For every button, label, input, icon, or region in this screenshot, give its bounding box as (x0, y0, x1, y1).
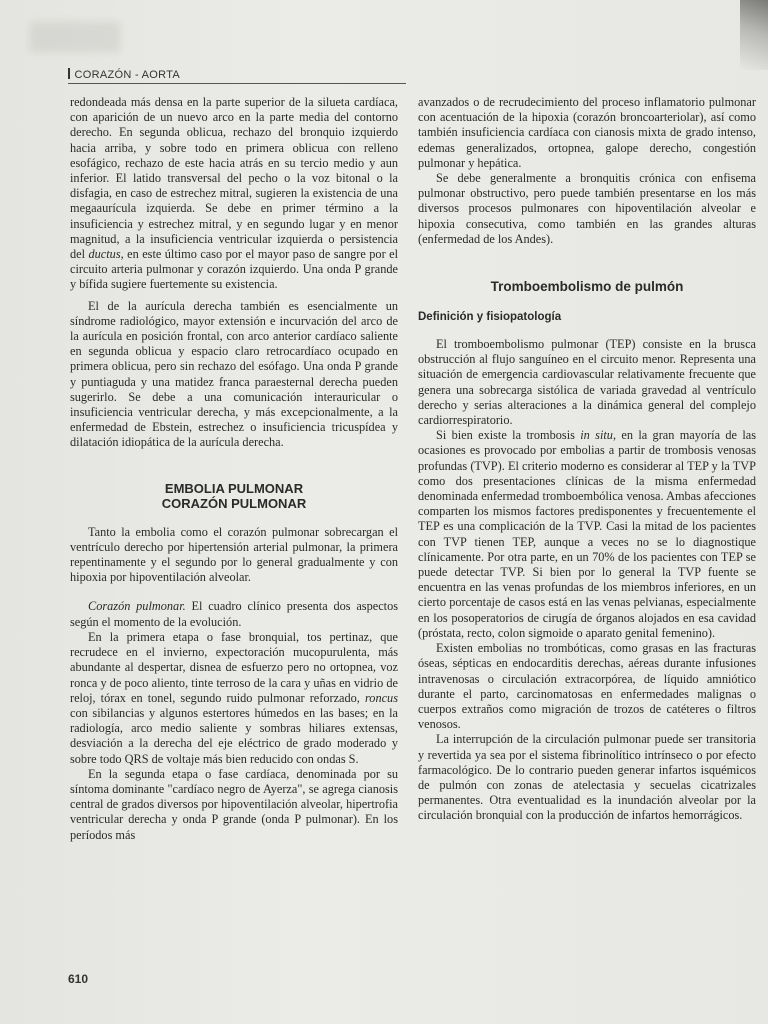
text-run: , en la gran mayoría de las ocasiones es provocado por embolias a partir de trombosis venosas profundas (TVP). El criterio moderno es considerar al TEP y la TVP como dos presentaciones clínicas de la misma enfermedad denominada enfermedad tromboembólica venosa. Ambas afecciones comparten los mismos factores predisponentes y frecuentemente el TEP es una complicación de la TVP. Casi la mitad de los pacientes con TVP tienen TEP, aunque a veces no se lo diagnostique clínicamente. Por otra parte, en un 70% de los pacientes con TEP se puede detectar TVP. Si bien por lo general la TVP fuente se encuentra en las venas profundas de los miembros inferiores, en un cierto porcentaje de casos está en las venas pelvianas, especialmente en los posoperatorios de cirugía de órganos alojados en esa cavidad (próstata, recto, colon sigmoide o aparato genital femenino). (418, 428, 756, 640)
left-column (70, 95, 398, 843)
right-paragraph-1: avanzados o de recrudecimiento del proceso inflamatorio pulmonar con acentuación de la hipoxia (corazón broncoarteriolar), así como también insuficiencia cardíaca con cianosis mixta de grado intenso, edemas generalizados, ortopnea, galope derecho, congestión pulmonar y hepática. (418, 95, 756, 170)
italic-term: Corazón pulmonar. (88, 599, 186, 614)
page-number: 610 (68, 972, 89, 986)
running-head-text: CORAZÓN - AORTA (74, 69, 181, 81)
left-paragraph-3: Tanto la embolia como el corazón pulmonar sobrecargan el ventrículo derecho por hipertensión arterial pulmonar, la primera repentinamente y el segundo por lo general gradualmente y con hipoxia por hipoventilación alveolar. (70, 524, 398, 585)
right-paragraph-5: Existen embolias no trombóticas, como grasas en las fracturas óseas, sépticas en endocarditis derechas, aéreas durante infusiones intravenosas o circulación extracorpórea, de líquido amniótico durante el parto, carcinomatosas en enfermedades malignas o cuerpos extraños como migración de trozos de catéteres o filtros venosos. (418, 641, 756, 732)
italic-term: ductus (88, 247, 121, 262)
right-paragraph-4 (418, 428, 756, 641)
section-heading-embolia (70, 481, 398, 511)
left-paragraph-4 (70, 599, 398, 629)
running-head (68, 68, 180, 81)
subheading-definicion: Definición y fisiopatología (418, 311, 562, 324)
right-paragraph-2: Se debe generalmente a bronquitis crónica con enfisema pulmonar obstructivo, pero puede también presentarse en los más diversos procesos pulmonares con hipoventilación alveolar e hipoxia consecutiva, como también en las grandes alturas (enfermedad de los Andes). (418, 171, 756, 246)
text-run: con sibilancias y algunos estertores húmedos en las bases; en la radiología, arco medio saliente y sombras hiliares extensas, desviación a la derecha del eje eléctrico de grado moderado y sobre todo QRS de voltaje más bien reducido con ondas S. (70, 705, 398, 766)
section-heading-tromboembolismo: Tromboembolismo de pulmón (490, 279, 684, 295)
left-paragraph-5 (70, 630, 398, 767)
right-paragraph-6: La interrupción de la circulación pulmonar puede ser transitoria y revertida ya sea por el sistema fibrinolítico intrínseco o por efecto farmacológico. De lo contrario pueden generar infartos isquémicos de pulmón con zonas de atelectasia y secuelas cicatrizales permanentes. Otra eventualidad es la inundación alveolar por la circulación bronquial con la producción de infartos hemorrágicos. (418, 732, 756, 823)
text-run: Si bien existe la trombosis (436, 428, 581, 443)
text-run: , en este último caso por el mayor paso de sangre por el circuito arteria pulmonar y corazón izquierdo. Una onda P grande y bífida sugiere fuertemente su existencia. (70, 247, 399, 292)
heading-line-2: CORAZÓN PULMONAR (161, 495, 307, 511)
running-head-bar (68, 68, 70, 79)
right-column (418, 95, 756, 824)
right-paragraph-3: El tromboembolismo pulmonar (TEP) consiste en la brusca obstrucción al flujo sanguíneo en el circuito menor. Representa una situación de emergencia cardiovascular relativamente frecuente que genera una sobrecarga sistólica de variada gravedad al ventrículo derecho y serias alteraciones a la dinámica general del complejo cardiorrespiratorio. (418, 337, 756, 428)
left-paragraph-6: En la segunda etapa o fase cardíaca, denominada por su síntoma dominante "cardíaco negro de Ayerza", se agrega cianosis central de grados diversos por hipoventilación alveolar, hipertrofia ventricular derecha y onda P grande (onda P pulmonar). En los períodos más (70, 766, 398, 842)
italic-term: in situ (580, 428, 613, 443)
italic-term: roncus (364, 690, 398, 705)
text-run: El cuadro clínico presenta dos aspectos según el momento de la evolución. (70, 599, 399, 629)
heading-line-1: EMBOLIA PULMONAR (164, 480, 304, 496)
page-corner-shadow (740, 0, 768, 70)
text-run: En la primera etapa o fase bronquial, tos pertinaz, que recrudece en el invierno, expectoración mucopurulenta, más abundante al despertar, disnea de esfuerzo pero no ortopnea, voz ronca y de poco aliento, tinte terroso de la cara y uñas en vidrio de reloj, tórax en tonel, segundo ruido pulmonar reforzado, (70, 629, 398, 705)
left-paragraph-1 (70, 95, 398, 293)
header-rule (68, 83, 406, 84)
bleed-through-smudge (30, 22, 120, 52)
text-run: redondeada más densa en la parte superior de la silueta cardíaca, con aparición de un nuevo arco en la parte media del contorno derecho. En segunda oblicua, rechazo del bronquio izquierdo hacia arriba, y sobre todo en primera oblicua con relleno esofágico, rechazo de este hacia atrás en su tercio medio y aun inferior. El latido transversal del pecho o la voz bitonal o la disfagia, en caso de estrechez mitral, sugieren la existencia de una megaaurícula izquierda. Se debe en primer término a la insuficiencia y estrechez mitral, y en segundo lugar y en menor magnitud, a la insuficiencia ventricular izquierda o persistencia del (70, 95, 398, 262)
left-paragraph-2: El de la aurícula derecha también es esencialmente un síndrome radiológico, mayor extensión e incurvación del arco de la aurícula en posición frontal, con arco anterior cardíaco saliente en segunda oblicua y espacio claro retrocardíaco ocupado en primera oblicua, pero sin rechazo del esófago. Una onda P grande y puntiaguda y una matidez franca paraesternal derecha pueden sugerirlo. Se debe a una comunicación interauricular o insuficiencia ventricular derecha, y más excepcionalmente, a la enfermedad de Ebstein, estrechez o insuficiencia tricuspídea y dilatación idiopática de la aurícula derecha. (70, 298, 398, 450)
